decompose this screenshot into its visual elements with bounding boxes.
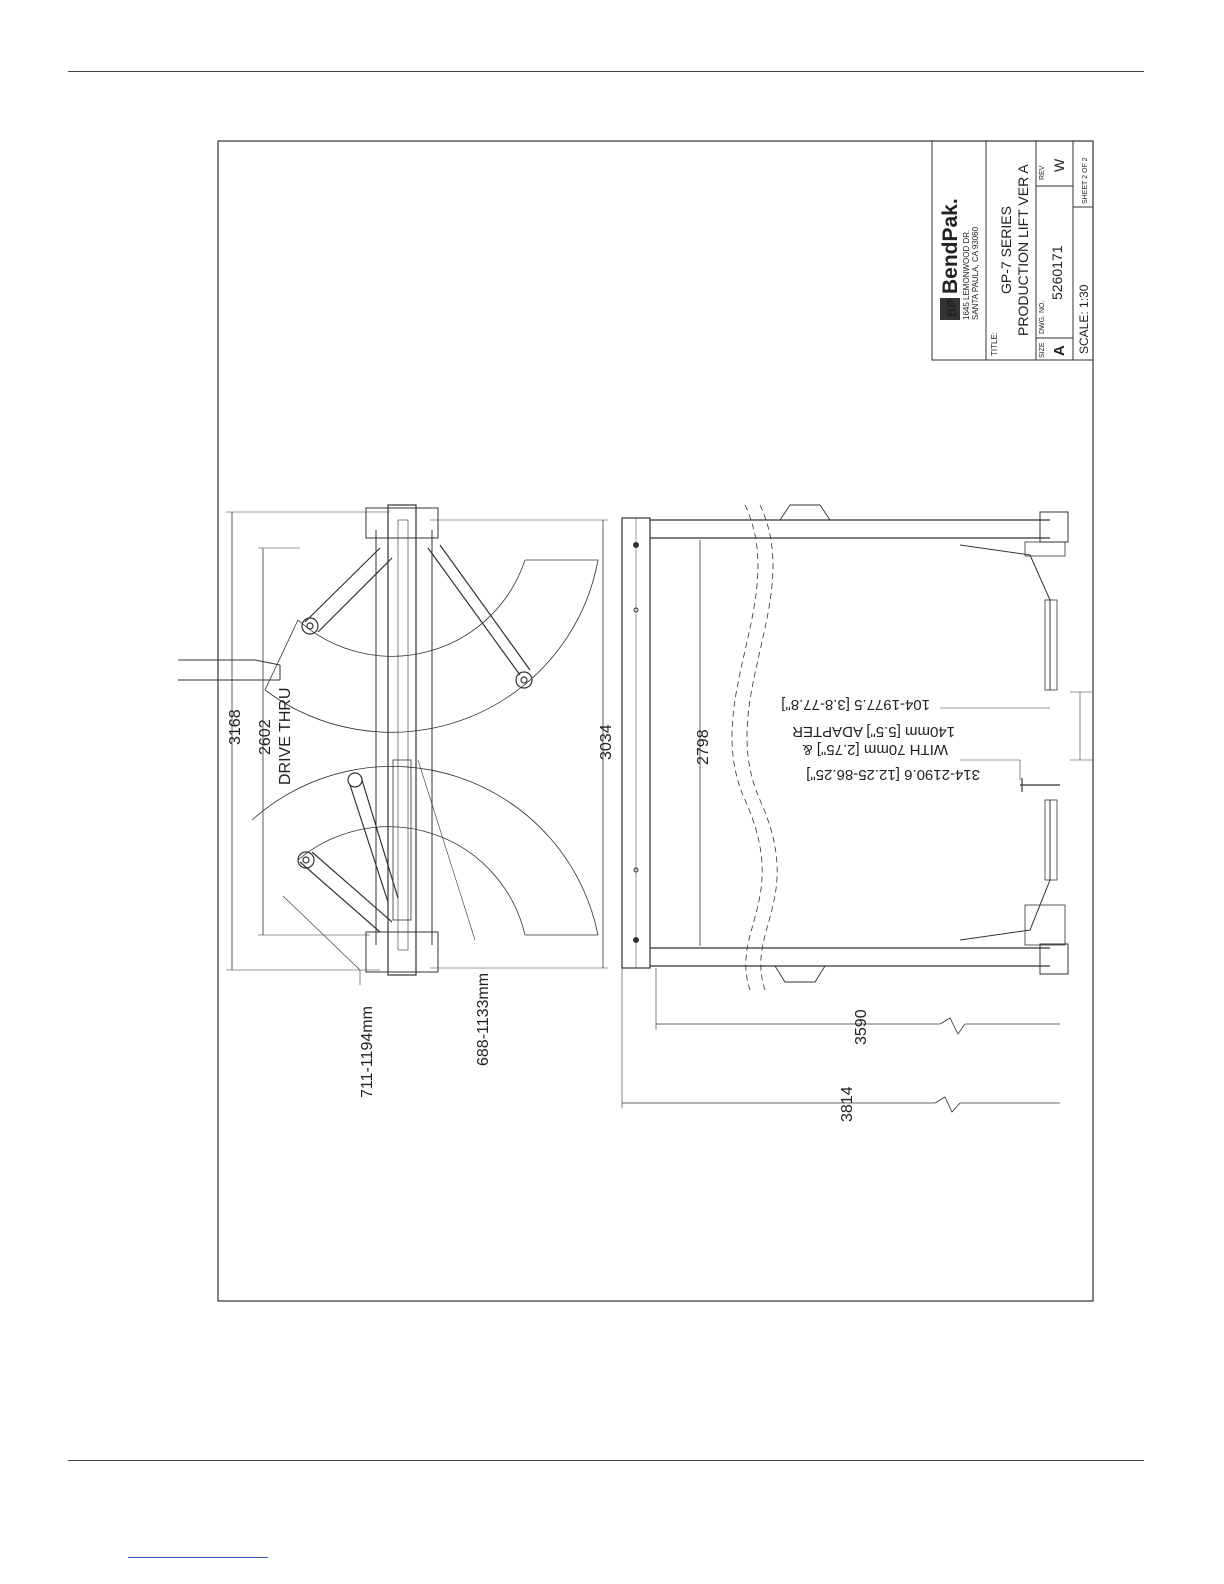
dim-drive-thru-label: DRIVE THRU bbox=[277, 687, 294, 785]
rev-value: W bbox=[1051, 158, 1067, 172]
dim-drive-thru-value: 2602 bbox=[257, 719, 274, 755]
adapter-range-line-2: WITH 70mm [2.75"] & bbox=[802, 741, 948, 758]
dim-width-overall: 3814 bbox=[839, 1086, 856, 1122]
address-line-1: 1645 LEMONWOOD DR. bbox=[962, 229, 971, 320]
dim-arm-reach-short: 688-1133mm bbox=[475, 972, 492, 1066]
title-line-1: GP-7 SERIES bbox=[998, 206, 1014, 294]
scale-text: SCALE: 1:30 bbox=[1077, 284, 1091, 354]
title-line-2: PRODUCTION LIFT VER A bbox=[1015, 164, 1031, 336]
adapter-range-line-3: 140mm [5.5"] ADAPTER bbox=[792, 723, 955, 740]
dwg-no-label: DWG. NO. bbox=[1039, 300, 1046, 334]
dim-overall-length: 3168 bbox=[227, 709, 244, 745]
dim-column-span: 3034 bbox=[598, 724, 615, 760]
sheet-text: SHEET 2 OF 2 bbox=[1082, 157, 1089, 204]
company-logo: BendPak. bbox=[939, 198, 962, 294]
size-label: SIZE bbox=[1039, 342, 1046, 358]
title-block bbox=[932, 141, 1093, 360]
adapter-range-line-1: 314-2190.6 [12.25-86.25"] bbox=[806, 766, 980, 783]
logo-mark-text: BP bbox=[944, 298, 959, 317]
dim-width-inside: 3590 bbox=[853, 1009, 870, 1045]
dwg-no-value: 5260171 bbox=[1049, 245, 1065, 300]
address-line-2: SANTA PAULA, CA 93060 bbox=[971, 226, 980, 320]
title-label: TITLE: bbox=[990, 331, 999, 356]
dim-pad-height-range: 104-1977.5 [3.8-77.8"] bbox=[781, 696, 930, 713]
rev-label: REV bbox=[1039, 165, 1046, 180]
dim-arm-reach-long: 711-1194mm bbox=[359, 1006, 376, 1098]
dim-height-inner: 2798 bbox=[695, 729, 712, 765]
size-value: A bbox=[1051, 345, 1068, 356]
